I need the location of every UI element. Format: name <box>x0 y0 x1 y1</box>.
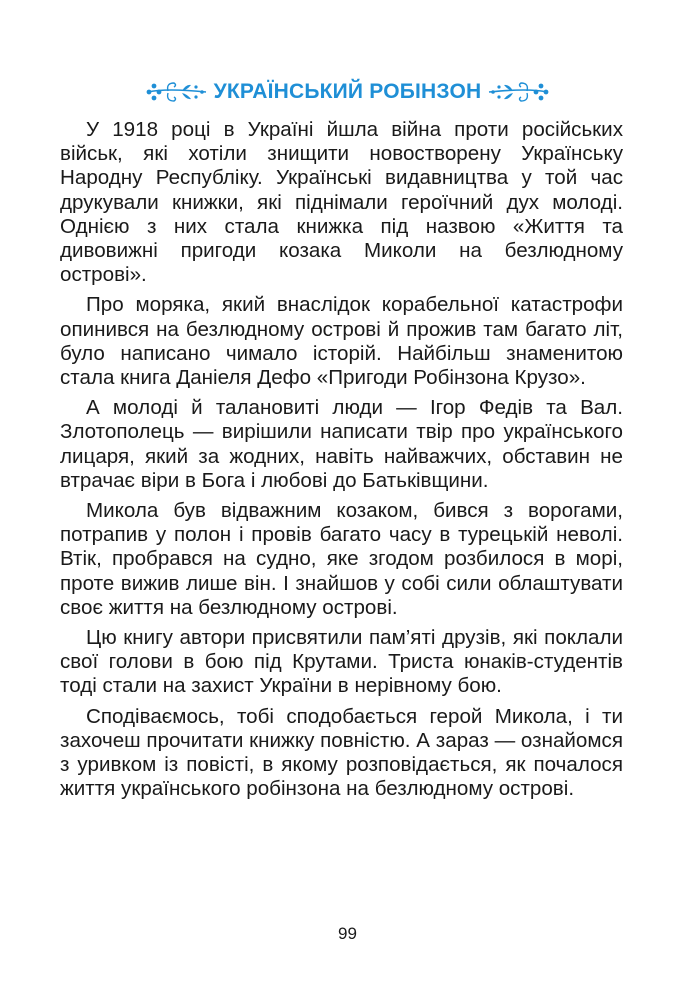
chapter-title: УКРАЇНСЬКИЙ РОБІНЗОН <box>213 80 482 103</box>
paragraph-4: Микола був відважним козаком, бився з ворогами, потрапив у полон і провів багато часу в турецькій неволі. Втік, пробрався на судно, яке згодом розбилося в морі, проте вижив лише він. І знайшов у собі сили облаштувати своє життя на безлюдному острові. <box>60 499 623 619</box>
article-body <box>60 118 623 807</box>
paragraph-6: Сподіваємось, тобі сподобається герой Микола, і ти захочеш прочитати книжку повністю. А зараз — ознайомся з уривком із повісті, в якому розповідається, як почалося життя українського робінзона на безлюдному острові. <box>60 704 623 801</box>
floral-ornament-left-icon <box>146 75 208 109</box>
paragraph-2: Про моряка, який внаслідок корабельної катастрофи опинився на безлюдному острові й прожив там багато літ, було написано чимало історій. Найбільш знаменитою стала книга Даніеля Дефо «Пригоди Робінзона Крузо». <box>60 293 623 390</box>
page-number: 99 <box>338 924 357 943</box>
paragraph-5: Цю книгу автори присвятили пам’яті друзів, які поклали свої голови в бою під Крутами. Триста юнаків-студентів тоді стали на захист України в нерівному бою. <box>60 626 623 698</box>
paragraph-3: А молоді й талановиті люди — Ігор Федів та Вал. Злотополець — вирішили написати твір про українського лицаря, який за жодних, навіть найважчих, обставин не втрачає віри в Бога і любові до Батьківщини. <box>60 396 623 492</box>
chapter-header <box>0 74 695 110</box>
paragraph-1: У 1918 році в Україні йшла війна проти російських військ, які хотіли знищити новостворену Українську Народну Республіку. Українські видавництва у той час друкували книжки, які піднімали героїчний дух молоді. Однією з них стала книжка під назвою «Життя та дивовижні пригоди козака Миколи на безлюдному острові». <box>60 118 623 287</box>
floral-ornament-right-icon <box>487 75 549 109</box>
